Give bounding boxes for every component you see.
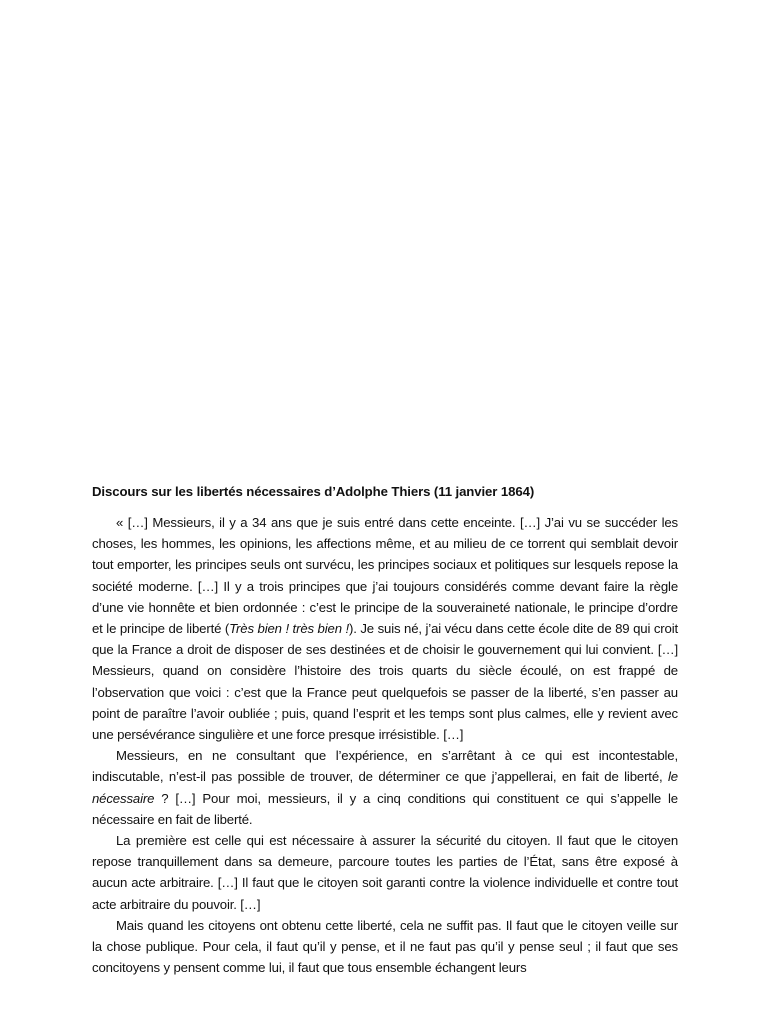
- paragraph-4-text: Mais quand les citoyens ont obtenu cette liberté, cela ne suffit pas. Il faut que le citoyen veille sur la chose publique. Pour cela, il faut qu’il y pense, et il ne faut pas qu’il y pense seul ; il faut que ses concitoyens y pensent comme lui, il faut que tous ensemble échangent leurs: [92, 917, 678, 976]
- paragraph-1-italic-applause: Très bien ! très bien !: [229, 621, 349, 637]
- paragraph-4: [92, 915, 678, 979]
- paragraph-1-text-b: ). Je suis né, j’ai vécu dans cette école dite de 89 qui croit que la France a droit de disposer de ses destinées et de choisir le gouvernement qui lui convient. […] Messieurs, quand on considère l’histoire des trois quarts du siècle écoulé, on est frappé de l’observation que voici : c’est que la France peut quelquefois se passer de la liberté, s’en passer au point de paraître l’avoir oubliée ; puis, quand l’esprit et les temps sont plus calmes, elle y revient avec une persévérance singulière et une force presque irrésistible. […]: [92, 621, 678, 743]
- document-title: Discours sur les libertés nécessaires d’Adolphe Thiers (11 janvier 1864): [92, 484, 535, 499]
- paragraph-2: [92, 745, 678, 830]
- paragraph-3-text: La première est celle qui est nécessaire à assurer la sécurité du citoyen. Il faut que le citoyen repose tranquillement dans sa demeure, parcoure toutes les parties de l’État, sans être exposé à aucun acte arbitraire. […] Il faut que le citoyen soit garanti contre la violence individuelle et contre tout acte arbitraire du pouvoir. […]: [92, 833, 678, 912]
- paragraph-2-text-b: ? […] Pour moi, messieurs, il y a cinq conditions qui constituent ce qui s’appelle le nécessaire en fait de liberté.: [92, 790, 678, 827]
- paragraph-2-text-a: Messieurs, en ne consultant que l’expérience, en s’arrêtant à ce qui est incontestable, indiscutable, n’est-il pas possible de trouver, de déterminer ce que j’appellerai, en fait de liberté,: [92, 748, 678, 785]
- paragraph-2-italic-term: le nécessaire: [92, 769, 678, 806]
- paragraph-1: [92, 512, 678, 745]
- paragraph-3: [92, 830, 678, 915]
- paragraph-1-text-a: « […] Messieurs, il y a 34 ans que je suis entré dans cette enceinte. […] J’ai vu se succéder les choses, les hommes, les opinions, les affections même, et au milieu de ce torrent qui semblait devoir tout emporter, les principes seuls ont survécu, les principes sociaux et politiques sur lesquels repose la société moderne. […] Il y a trois principes que j’ai toujours considérés comme devant faire la règle d’une vie honnête et bien ordonnée : c’est le principe de la souveraineté nationale, le principe d’ordre et le principe de liberté (: [92, 515, 678, 637]
- document-page: [92, 480, 678, 978]
